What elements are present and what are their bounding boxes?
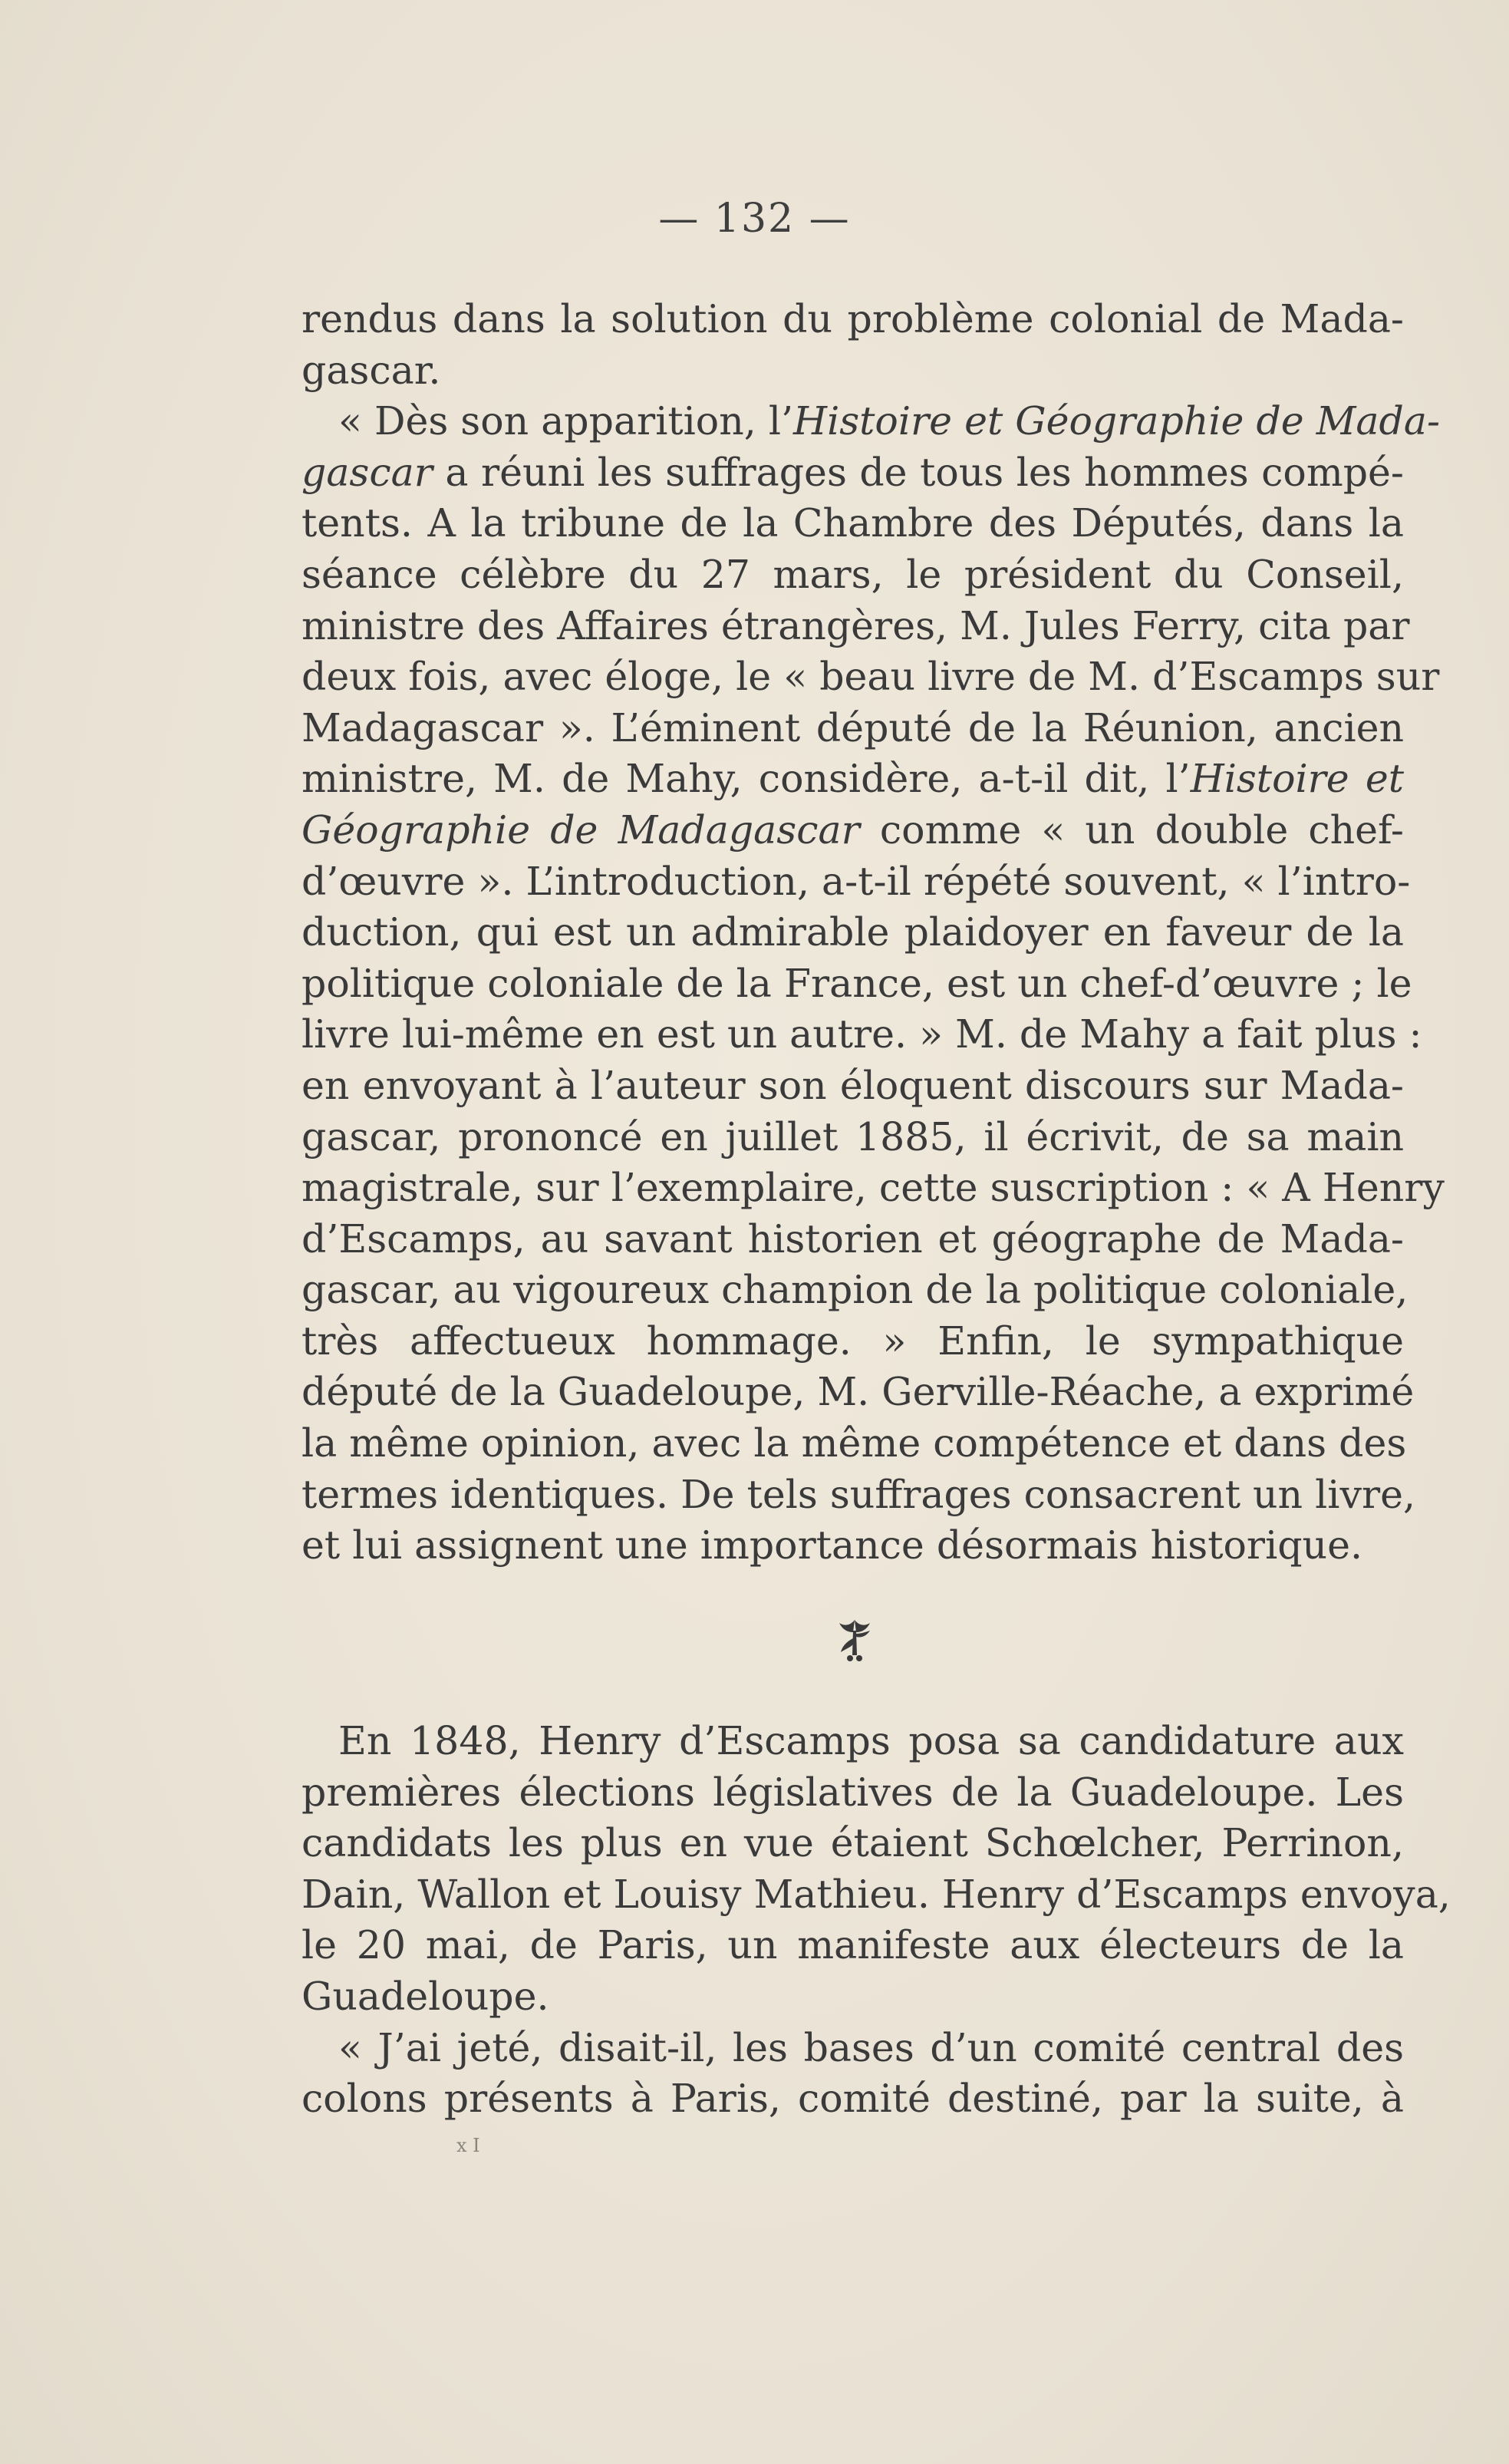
text-line: Géographie de Madagascar comme « un double chef-	[301, 806, 1404, 853]
text-line: Madagascar ». L’éminent député de la Réunion, ancien	[301, 704, 1404, 750]
text-line: ministre des Affaires étrangères, M. Jules Ferry, cita par	[301, 602, 1410, 648]
book-title: Histoire et	[1190, 756, 1404, 802]
text-line: tents. A la tribune de la Chambre des Députés, dans la	[301, 500, 1404, 546]
text-line: colons présents à Paris, comité destiné, par la suite, à	[301, 2076, 1404, 2122]
text-line: ministre, M. de Mahy, considère, a-t-il dit, l’Histoire et	[301, 756, 1404, 802]
text-line: le 20 mai, de Paris, un manifeste aux électeurs de la	[301, 1922, 1404, 1968]
text-line: politique coloniale de la France, est un chef-d’œuvre ; le	[301, 960, 1412, 1006]
page-number: — 132 —	[658, 196, 851, 242]
text-line: en envoyant à l’auteur son éloquent discours sur Mada-	[301, 1062, 1404, 1108]
text-line: député de la Guadeloupe, M. Gerville-Réache, a exprimé	[301, 1369, 1415, 1415]
paragraph-block-2	[301, 1716, 1451, 2125]
text-line: gascar, au vigoureux champion de la politique coloniale,	[301, 1267, 1409, 1313]
text-line: termes identiques. De tels suffrages consacrent un livre,	[301, 1471, 1416, 1517]
text-line: d’Escamps, au savant historien et géographe de Mada-	[301, 1216, 1404, 1262]
text-line: livre lui-même en est un autre. » M. de Mahy a fait plus :	[301, 1011, 1422, 1057]
fleuron-icon	[827, 1615, 882, 1664]
text-line: rendus dans la solution du problème colonial de Mada-	[301, 296, 1404, 341]
text-line: « J’ai jeté, disait-il, les bases d’un comité central des	[338, 2024, 1404, 2070]
text-line: d’œuvre ». L’introduction, a-t-il répété souvent, « l’intro-	[301, 858, 1411, 904]
text-line: la même opinion, avec la même compétence et dans des	[301, 1420, 1407, 1466]
text-line: et lui assignent une importance désormais historique.	[301, 1522, 1363, 1568]
text-line: Guadeloupe.	[301, 1973, 549, 2019]
text-line: duction, qui est un admirable plaidoyer en faveur de la	[301, 909, 1404, 955]
book-title: Géographie de Madagascar	[301, 806, 860, 853]
book-title: gascar	[301, 449, 433, 495]
text-line: gascar.	[301, 347, 441, 393]
book-title: Histoire et Géographie de Mada-	[793, 398, 1441, 444]
text-line: magistrale, sur l’exemplaire, cette suscription : « A Henry	[301, 1165, 1445, 1211]
printer-mark: x I	[456, 2135, 480, 2156]
text-line: candidats les plus en vue étaient Schœlcher, Perrinon,	[301, 1820, 1404, 1866]
text-line: très affectueux hommage. » Enfin, le sympathique	[301, 1318, 1404, 1364]
text-line: deux fois, avec éloge, le « beau livre de M. d’Escamps sur	[301, 654, 1440, 700]
text-line: gascar a réuni les suffrages de tous les hommes compé-	[301, 449, 1404, 495]
text-line: Dain, Wallon et Louisy Mathieu. Henry d’Escamps envoya,	[301, 1871, 1451, 1917]
text-line: En 1848, Henry d’Escamps posa sa candidature aux	[338, 1718, 1404, 1763]
text-line: séance célèbre du 27 mars, le président du Conseil,	[301, 551, 1404, 597]
paragraph-block-1	[301, 294, 1445, 1572]
text-line: premières élections législatives de la Guadeloupe. Les	[301, 1769, 1404, 1815]
text-line: « Dès son apparition, l’Histoire et Géographie de Mada-	[338, 398, 1441, 444]
text-line: gascar, prononcé en juillet 1885, il écrivit, de sa main	[301, 1113, 1404, 1159]
